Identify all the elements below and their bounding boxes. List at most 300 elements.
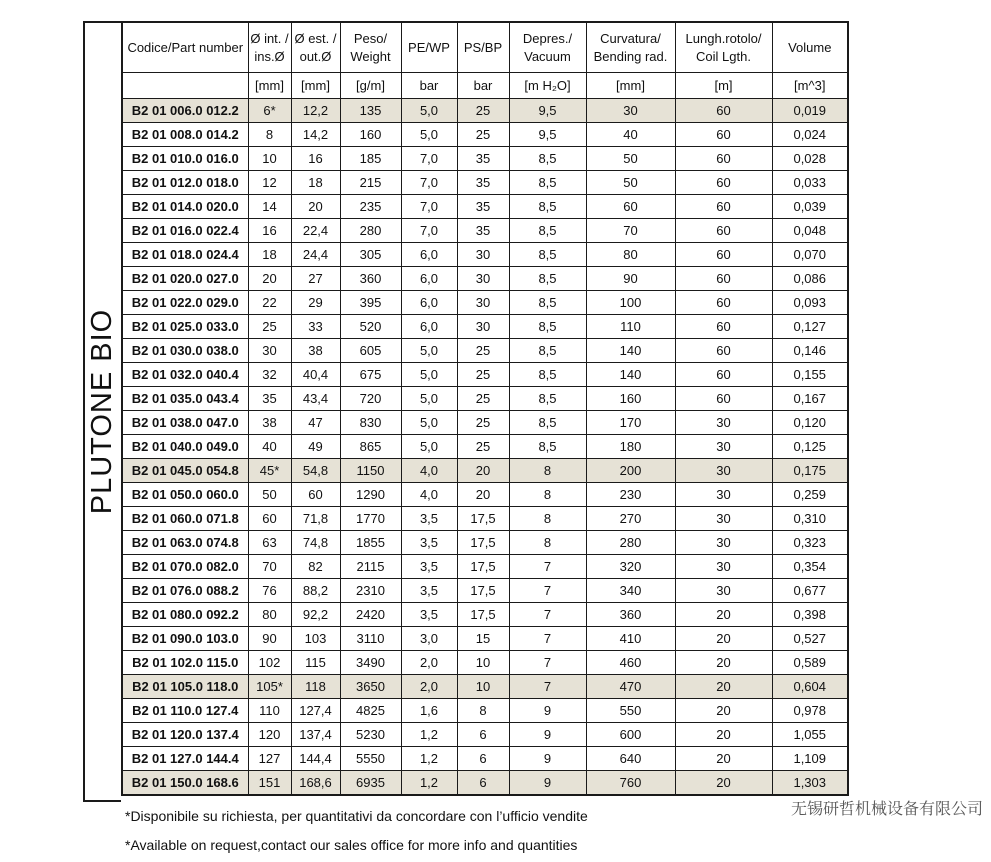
- table-row: [122, 267, 848, 291]
- table-cell: 17,5: [457, 507, 509, 531]
- table-cell: 4825: [340, 699, 401, 723]
- part-number-cell: B2 01 090.0 103.0: [122, 627, 248, 651]
- table-cell: 6,0: [401, 315, 457, 339]
- table-cell: 0,048: [772, 219, 848, 243]
- table-cell: 0,354: [772, 555, 848, 579]
- table-cell: 70: [248, 555, 291, 579]
- table-cell: 1290: [340, 483, 401, 507]
- table-cell: 50: [586, 147, 675, 171]
- table-row: [122, 747, 848, 771]
- table-cell: 6,0: [401, 267, 457, 291]
- table-cell: 80: [248, 603, 291, 627]
- table-row: [122, 315, 848, 339]
- table-cell: 50: [586, 171, 675, 195]
- table-cell: 140: [586, 339, 675, 363]
- table-cell: 60: [675, 147, 772, 171]
- part-number-cell: B2 01 020.0 027.0: [122, 267, 248, 291]
- part-number-cell: B2 01 105.0 118.0: [122, 675, 248, 699]
- table-cell: 0,323: [772, 531, 848, 555]
- table-cell: 60: [675, 387, 772, 411]
- table-cell: 33: [291, 315, 340, 339]
- table-cell: 60: [675, 315, 772, 339]
- table-cell: 0,155: [772, 363, 848, 387]
- table-row: [122, 723, 848, 747]
- part-number-cell: B2 01 012.0 018.0: [122, 171, 248, 195]
- table-cell: 18: [291, 171, 340, 195]
- table-cell: 70: [586, 219, 675, 243]
- table-cell: 1,6: [401, 699, 457, 723]
- table-cell: 60: [586, 195, 675, 219]
- table-cell: 8: [248, 123, 291, 147]
- table-cell: 8: [509, 459, 586, 483]
- units-row: [122, 73, 848, 99]
- table-cell: 20: [675, 627, 772, 651]
- table-cell: 1,2: [401, 771, 457, 796]
- table-cell: 7,0: [401, 147, 457, 171]
- table-row: [122, 627, 848, 651]
- table-cell: 17,5: [457, 531, 509, 555]
- column-unit: [mm]: [586, 73, 675, 99]
- table-cell: 118: [291, 675, 340, 699]
- table-cell: 6: [457, 771, 509, 796]
- table-row: [122, 459, 848, 483]
- table-cell: 6935: [340, 771, 401, 796]
- table-cell: 7,0: [401, 195, 457, 219]
- part-number-cell: B2 01 060.0 071.8: [122, 507, 248, 531]
- table-cell: 8: [509, 531, 586, 555]
- table-cell: 16: [291, 147, 340, 171]
- table-cell: 605: [340, 339, 401, 363]
- table-cell: 20: [675, 603, 772, 627]
- table-cell: 5,0: [401, 387, 457, 411]
- table-cell: 8,5: [509, 147, 586, 171]
- table-cell: 20: [675, 771, 772, 796]
- table-cell: 60: [675, 291, 772, 315]
- table-cell: 830: [340, 411, 401, 435]
- table-cell: 102: [248, 651, 291, 675]
- table-cell: 1150: [340, 459, 401, 483]
- column-unit: [m^3]: [772, 73, 848, 99]
- part-number-cell: B2 01 110.0 127.4: [122, 699, 248, 723]
- table-cell: 45*: [248, 459, 291, 483]
- table-cell: 2420: [340, 603, 401, 627]
- column-unit: bar: [401, 73, 457, 99]
- column-header: Depres./ Vacuum: [509, 22, 586, 73]
- table-cell: 40,4: [291, 363, 340, 387]
- table-cell: 29: [291, 291, 340, 315]
- table-cell: 8,5: [509, 219, 586, 243]
- table-row: [122, 291, 848, 315]
- table-cell: 10: [457, 651, 509, 675]
- table-cell: 60: [675, 267, 772, 291]
- column-unit: [mm]: [248, 73, 291, 99]
- column-header: Volume: [772, 22, 848, 73]
- part-number-cell: B2 01 032.0 040.4: [122, 363, 248, 387]
- table-cell: 8: [509, 507, 586, 531]
- table-cell: 8,5: [509, 339, 586, 363]
- table-cell: 7: [509, 675, 586, 699]
- table-cell: 120: [248, 723, 291, 747]
- table-row: [122, 483, 848, 507]
- table-row: [122, 555, 848, 579]
- table-row: [122, 651, 848, 675]
- table-cell: 3,0: [401, 627, 457, 651]
- table-cell: 0,120: [772, 411, 848, 435]
- table-cell: 18: [248, 243, 291, 267]
- table-cell: 24,4: [291, 243, 340, 267]
- table-cell: 0,127: [772, 315, 848, 339]
- table-cell: 30: [675, 411, 772, 435]
- table-row: [122, 387, 848, 411]
- table-cell: 14,2: [291, 123, 340, 147]
- column-header: Peso/ Weight: [340, 22, 401, 73]
- table-cell: 2,0: [401, 651, 457, 675]
- part-number-cell: B2 01 008.0 014.2: [122, 123, 248, 147]
- table-row: [122, 195, 848, 219]
- table-cell: 1,2: [401, 723, 457, 747]
- part-number-cell: B2 01 016.0 022.4: [122, 219, 248, 243]
- table-row: [122, 243, 848, 267]
- table-cell: 20: [675, 699, 772, 723]
- part-number-cell: B2 01 045.0 054.8: [122, 459, 248, 483]
- table-cell: 17,5: [457, 555, 509, 579]
- table-cell: 3650: [340, 675, 401, 699]
- part-number-cell: B2 01 018.0 024.4: [122, 243, 248, 267]
- table-cell: 1770: [340, 507, 401, 531]
- part-number-cell: B2 01 102.0 115.0: [122, 651, 248, 675]
- column-header: Codice/Part number: [122, 22, 248, 73]
- table-cell: 5,0: [401, 99, 457, 123]
- table-cell: 0,039: [772, 195, 848, 219]
- table-cell: 20: [675, 747, 772, 771]
- table-cell: 8,5: [509, 243, 586, 267]
- table-row: [122, 771, 848, 796]
- part-number-cell: B2 01 050.0 060.0: [122, 483, 248, 507]
- table-cell: 9,5: [509, 123, 586, 147]
- table-cell: 6: [457, 723, 509, 747]
- table-cell: 320: [586, 555, 675, 579]
- table-cell: 60: [675, 219, 772, 243]
- product-name: PLUTONE BIO: [86, 308, 119, 515]
- table-cell: 100: [586, 291, 675, 315]
- availability-note-en: *Available on request,contact our sales office for more info and quantities: [125, 837, 578, 853]
- table-cell: 30: [675, 531, 772, 555]
- column-header: Curvatura/ Bending rad.: [586, 22, 675, 73]
- table-cell: 0,070: [772, 243, 848, 267]
- column-header: PE/WP: [401, 22, 457, 73]
- table-row: [122, 147, 848, 171]
- table-cell: 30: [457, 291, 509, 315]
- table-cell: 50: [248, 483, 291, 507]
- company-watermark: 无锡研哲机械设备有限公司: [790, 801, 983, 818]
- column-unit: [122, 73, 248, 99]
- table-cell: 4,0: [401, 459, 457, 483]
- table-cell: 7: [509, 579, 586, 603]
- table-cell: 1,303: [772, 771, 848, 796]
- table-cell: 8: [457, 699, 509, 723]
- table-cell: 127,4: [291, 699, 340, 723]
- table-cell: 5,0: [401, 411, 457, 435]
- table-cell: 25: [457, 411, 509, 435]
- table-cell: 90: [248, 627, 291, 651]
- table-cell: 3,5: [401, 531, 457, 555]
- table-cell: 22: [248, 291, 291, 315]
- table-cell: 5,0: [401, 363, 457, 387]
- column-header: Lungh.rotolo/ Coil Lgth.: [675, 22, 772, 73]
- table-cell: 47: [291, 411, 340, 435]
- table-cell: 0,086: [772, 267, 848, 291]
- table-cell: 1,109: [772, 747, 848, 771]
- part-number-cell: B2 01 010.0 016.0: [122, 147, 248, 171]
- table-cell: 15: [457, 627, 509, 651]
- table-cell: 7: [509, 555, 586, 579]
- table-cell: 8,5: [509, 387, 586, 411]
- table-cell: 30: [675, 507, 772, 531]
- table-cell: 235: [340, 195, 401, 219]
- table-cell: 30: [457, 267, 509, 291]
- table-cell: 30: [675, 579, 772, 603]
- table-cell: 5550: [340, 747, 401, 771]
- table-cell: 0,259: [772, 483, 848, 507]
- table-cell: 49: [291, 435, 340, 459]
- header-row: [122, 22, 848, 73]
- table-cell: 7: [509, 651, 586, 675]
- table-cell: 115: [291, 651, 340, 675]
- table-cell: 0,019: [772, 99, 848, 123]
- part-number-cell: B2 01 014.0 020.0: [122, 195, 248, 219]
- table-row: [122, 363, 848, 387]
- table-cell: 7,0: [401, 219, 457, 243]
- table-cell: 35: [457, 219, 509, 243]
- part-number-cell: B2 01 080.0 092.2: [122, 603, 248, 627]
- table-cell: 8,5: [509, 435, 586, 459]
- table-cell: 20: [675, 651, 772, 675]
- table-cell: 10: [457, 675, 509, 699]
- table-cell: 10: [248, 147, 291, 171]
- column-unit: [mm]: [291, 73, 340, 99]
- table-cell: 110: [586, 315, 675, 339]
- part-number-cell: B2 01 035.0 043.4: [122, 387, 248, 411]
- table-cell: 27: [291, 267, 340, 291]
- table-cell: 92,2: [291, 603, 340, 627]
- table-cell: 0,589: [772, 651, 848, 675]
- table-cell: 0,028: [772, 147, 848, 171]
- table-cell: 6,0: [401, 291, 457, 315]
- table-row: [122, 339, 848, 363]
- table-cell: 0,978: [772, 699, 848, 723]
- table-cell: 35: [248, 387, 291, 411]
- table-cell: 17,5: [457, 603, 509, 627]
- table-cell: 0,604: [772, 675, 848, 699]
- table-cell: 20: [457, 459, 509, 483]
- part-number-cell: B2 01 070.0 082.0: [122, 555, 248, 579]
- table-row: [122, 435, 848, 459]
- table-cell: 9: [509, 747, 586, 771]
- table-cell: 5230: [340, 723, 401, 747]
- table-cell: 0,310: [772, 507, 848, 531]
- table-cell: 20: [675, 675, 772, 699]
- table-cell: 60: [675, 195, 772, 219]
- part-number-cell: B2 01 120.0 137.4: [122, 723, 248, 747]
- table-cell: 865: [340, 435, 401, 459]
- table-cell: 25: [457, 363, 509, 387]
- table-cell: 60: [675, 123, 772, 147]
- table-cell: 0,033: [772, 171, 848, 195]
- column-unit: [m]: [675, 73, 772, 99]
- table-cell: 9: [509, 723, 586, 747]
- table-cell: 8,5: [509, 363, 586, 387]
- table-cell: 60: [675, 243, 772, 267]
- table-cell: 460: [586, 651, 675, 675]
- table-cell: 30: [675, 555, 772, 579]
- table-cell: 144,4: [291, 747, 340, 771]
- table-cell: 90: [586, 267, 675, 291]
- table-cell: 360: [340, 267, 401, 291]
- table-cell: 30: [675, 483, 772, 507]
- table-cell: 2115: [340, 555, 401, 579]
- column-unit: bar: [457, 73, 509, 99]
- table-row: [122, 171, 848, 195]
- table-cell: 340: [586, 579, 675, 603]
- table-cell: 20: [675, 723, 772, 747]
- table-cell: 3490: [340, 651, 401, 675]
- table-cell: 60: [291, 483, 340, 507]
- table-cell: 5,0: [401, 123, 457, 147]
- table-cell: 185: [340, 147, 401, 171]
- table-cell: 0,175: [772, 459, 848, 483]
- part-number-cell: B2 01 040.0 049.0: [122, 435, 248, 459]
- table-cell: 151: [248, 771, 291, 796]
- table-cell: 720: [340, 387, 401, 411]
- table-row: [122, 123, 848, 147]
- table-cell: 640: [586, 747, 675, 771]
- table-cell: 54,8: [291, 459, 340, 483]
- table-cell: 12,2: [291, 99, 340, 123]
- table-cell: 14: [248, 195, 291, 219]
- table-cell: 180: [586, 435, 675, 459]
- table-cell: 105*: [248, 675, 291, 699]
- table-cell: 0,677: [772, 579, 848, 603]
- table-cell: 12: [248, 171, 291, 195]
- table-cell: 30: [675, 459, 772, 483]
- table-cell: 60: [675, 99, 772, 123]
- table-cell: 3,5: [401, 507, 457, 531]
- table-cell: 140: [586, 363, 675, 387]
- table-row: [122, 507, 848, 531]
- table-cell: 675: [340, 363, 401, 387]
- table-cell: 305: [340, 243, 401, 267]
- table-cell: 4,0: [401, 483, 457, 507]
- product-name-band: [83, 21, 121, 802]
- table-row: [122, 411, 848, 435]
- spec-table: [121, 21, 849, 796]
- table-cell: 600: [586, 723, 675, 747]
- table-row: [122, 531, 848, 555]
- table-cell: 170: [586, 411, 675, 435]
- table-body: [122, 99, 848, 796]
- table-cell: 1855: [340, 531, 401, 555]
- table-cell: 168,6: [291, 771, 340, 796]
- table-cell: 550: [586, 699, 675, 723]
- table-cell: 25: [248, 315, 291, 339]
- table-cell: 32: [248, 363, 291, 387]
- table-cell: 200: [586, 459, 675, 483]
- table-cell: 7: [509, 603, 586, 627]
- table-cell: 1,055: [772, 723, 848, 747]
- table-cell: 6: [457, 747, 509, 771]
- table-cell: 60: [675, 171, 772, 195]
- table-cell: 127: [248, 747, 291, 771]
- table-cell: 160: [586, 387, 675, 411]
- table-cell: 230: [586, 483, 675, 507]
- table-cell: 410: [586, 627, 675, 651]
- part-number-cell: B2 01 150.0 168.6: [122, 771, 248, 796]
- table-cell: 63: [248, 531, 291, 555]
- table-cell: 8,5: [509, 291, 586, 315]
- table-cell: 80: [586, 243, 675, 267]
- table-cell: 8,5: [509, 315, 586, 339]
- table-cell: 360: [586, 603, 675, 627]
- table-cell: 40: [586, 123, 675, 147]
- table-cell: 103: [291, 627, 340, 651]
- table-cell: 8,5: [509, 267, 586, 291]
- table-cell: 30: [457, 243, 509, 267]
- table-cell: 20: [457, 483, 509, 507]
- table-cell: 7: [509, 627, 586, 651]
- part-number-cell: B2 01 006.0 012.2: [122, 99, 248, 123]
- table-cell: 280: [340, 219, 401, 243]
- table-cell: 3,5: [401, 555, 457, 579]
- table-cell: 9: [509, 699, 586, 723]
- table-cell: 8: [509, 483, 586, 507]
- table-cell: 110: [248, 699, 291, 723]
- table-cell: 35: [457, 195, 509, 219]
- table-cell: 40: [248, 435, 291, 459]
- table-cell: 8,5: [509, 171, 586, 195]
- part-number-cell: B2 01 025.0 033.0: [122, 315, 248, 339]
- part-number-cell: B2 01 127.0 144.4: [122, 747, 248, 771]
- table-row: [122, 603, 848, 627]
- column-header: PS/BP: [457, 22, 509, 73]
- table-row: [122, 675, 848, 699]
- table-cell: 3,5: [401, 603, 457, 627]
- table-cell: 6*: [248, 99, 291, 123]
- table-cell: 395: [340, 291, 401, 315]
- table-cell: 5,0: [401, 435, 457, 459]
- part-number-cell: B2 01 076.0 088.2: [122, 579, 248, 603]
- table-cell: 9: [509, 771, 586, 796]
- table-cell: 0,398: [772, 603, 848, 627]
- column-header: Ø int. / ins.Ø: [248, 22, 291, 73]
- table-cell: 60: [675, 339, 772, 363]
- table-cell: 0,024: [772, 123, 848, 147]
- table-cell: 20: [291, 195, 340, 219]
- table-cell: 137,4: [291, 723, 340, 747]
- table-cell: 135: [340, 99, 401, 123]
- table-cell: 43,4: [291, 387, 340, 411]
- table-cell: 38: [291, 339, 340, 363]
- table-cell: 20: [248, 267, 291, 291]
- table-cell: 270: [586, 507, 675, 531]
- column-unit: [g/m]: [340, 73, 401, 99]
- table-cell: 7,0: [401, 171, 457, 195]
- table-row: [122, 579, 848, 603]
- table-cell: 88,2: [291, 579, 340, 603]
- table-row: [122, 699, 848, 723]
- table-cell: 74,8: [291, 531, 340, 555]
- table-cell: 160: [340, 123, 401, 147]
- table-cell: 520: [340, 315, 401, 339]
